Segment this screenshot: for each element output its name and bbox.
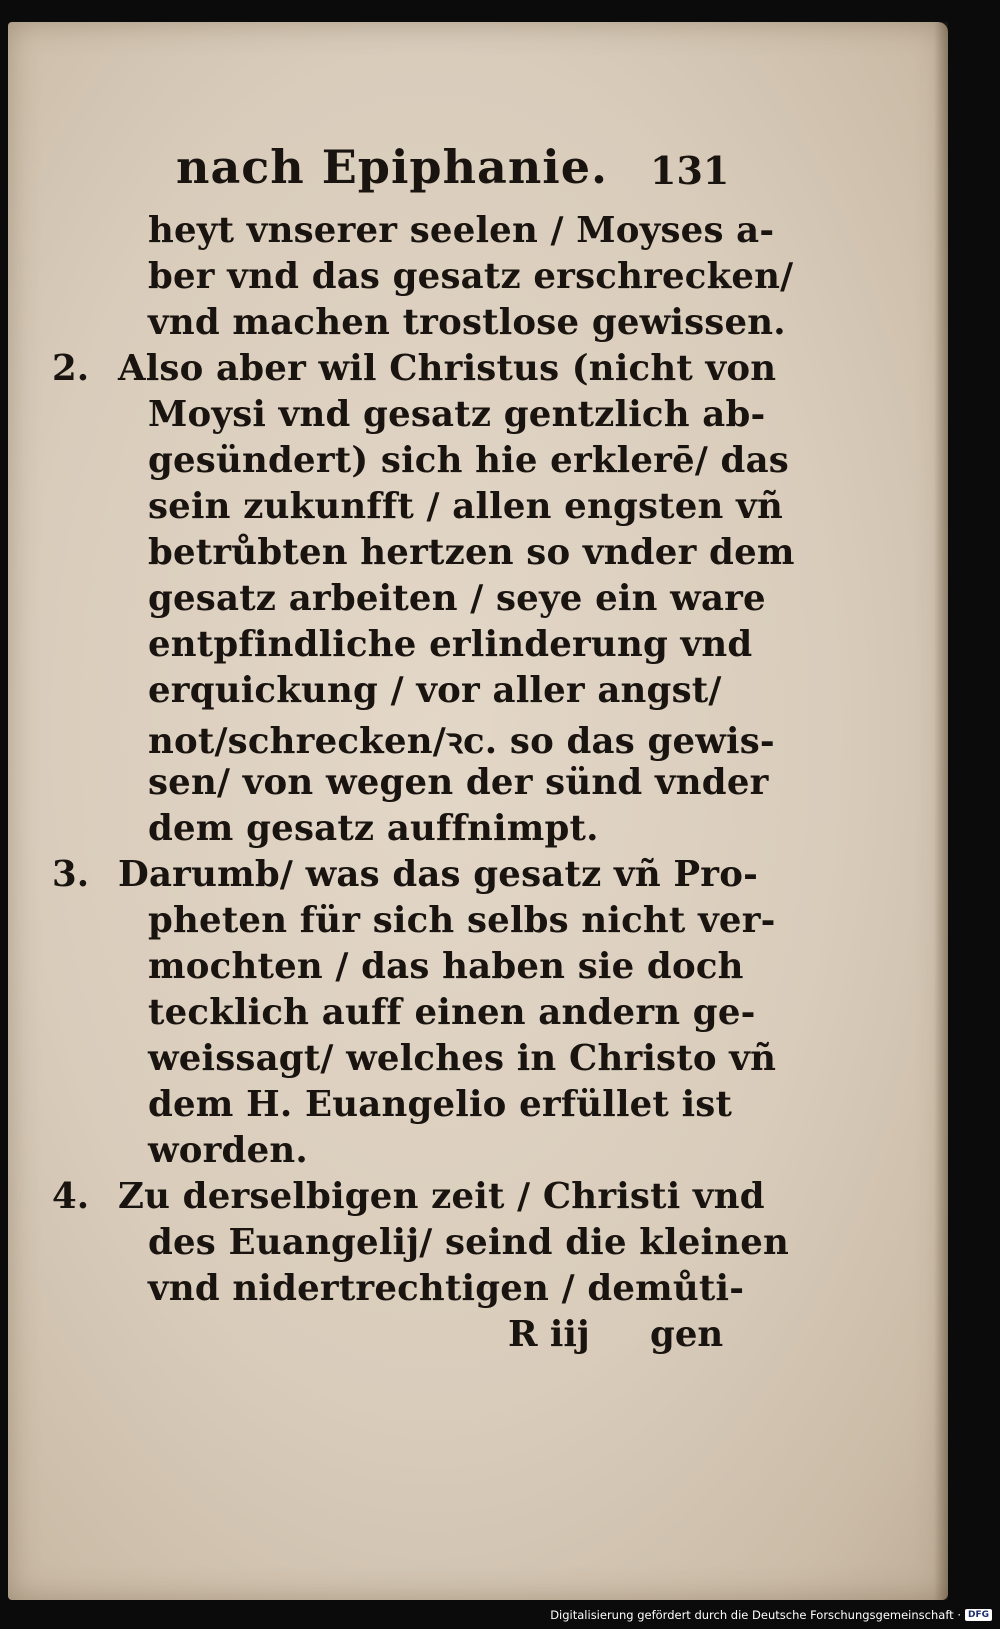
dfg-logo: DFG [965, 1609, 992, 1621]
signature-mark: R iij [508, 1314, 590, 1355]
text-line: vnd machen trostlose gewissen. [148, 302, 786, 343]
running-head: nach Epiphanie. [176, 140, 609, 194]
text-line: worden. [148, 1130, 308, 1171]
text-line: not/schrecken/ꝛc. so das gewis- [148, 721, 775, 762]
text-line: sen/ von wegen der sünd vnder [148, 762, 769, 803]
text-line: mochten / das haben sie doch [148, 946, 744, 987]
text-line: pheten für sich selbs nicht ver- [148, 900, 776, 941]
credit-text: Digitalisierung gefördert durch die Deutsche Forschungsgemeinschaft · [550, 1608, 961, 1622]
text-line: gesündert) sich hie erklerē/ das [148, 440, 789, 481]
paragraph-number: 4. [52, 1176, 90, 1217]
digitization-credit [550, 1605, 992, 1625]
text-line: tecklich auff einen andern ge- [148, 992, 756, 1033]
text-line: dem H. Euangelio erfüllet ist [148, 1084, 733, 1125]
page-text [8, 22, 948, 1600]
text-line: sein zukunfft / allen engsten vñ [148, 486, 783, 527]
folio-number: 131 [650, 148, 730, 193]
paragraph-number: 3. [52, 854, 90, 895]
text-line: entpfindliche erlinderung vnd [148, 624, 753, 665]
text-line: vnd nidertrechtigen / demůti- [148, 1268, 745, 1309]
text-line: ber vnd das gesatz erschrecken/ [148, 256, 794, 297]
text-line: Darumb/ was das gesatz vñ Pro- [118, 854, 759, 895]
text-line: Zu derselbigen zeit / Christi vnd [118, 1176, 765, 1217]
paragraph-number: 2. [52, 348, 90, 389]
text-line: des Euangelij/ seind die kleinen [148, 1222, 790, 1263]
catchword: gen [650, 1314, 724, 1355]
text-line: dem gesatz auffnimpt. [148, 808, 599, 849]
text-line: erquickung / vor aller angst/ [148, 670, 722, 711]
text-line: Moysi vnd gesatz gentzlich ab- [148, 394, 766, 435]
text-line: betrůbten hertzen so vnder dem [148, 532, 795, 573]
text-line: heyt vnserer seelen / Moyses a- [148, 210, 775, 251]
text-line: gesatz arbeiten / seye ein ware [148, 578, 766, 619]
book-page [8, 22, 948, 1600]
text-line: Also aber wil Christus (nicht von [118, 348, 777, 389]
text-line: weissagt/ welches in Christo vñ [148, 1038, 777, 1079]
